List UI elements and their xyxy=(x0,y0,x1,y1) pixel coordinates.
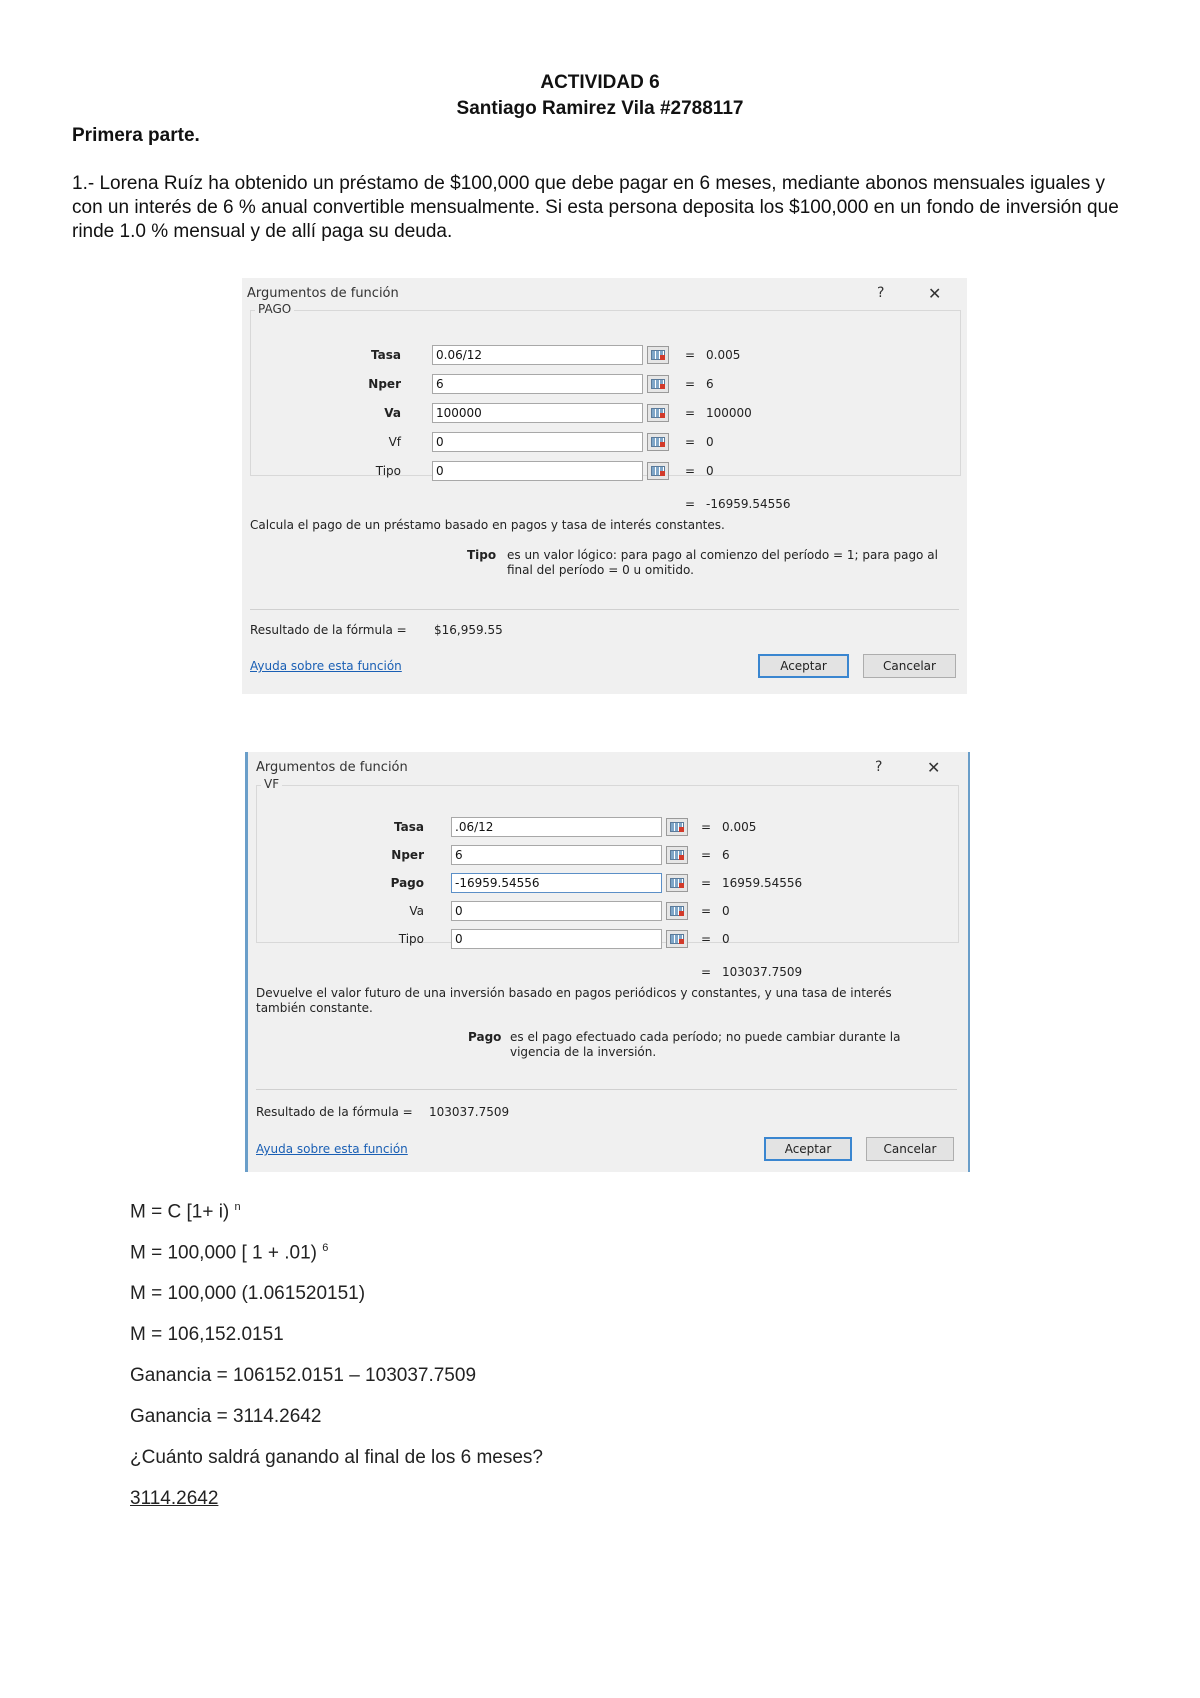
range-select-icon[interactable] xyxy=(666,846,688,864)
arg-label-nper: Nper xyxy=(368,377,401,391)
dialog-title: Argumentos de función xyxy=(247,286,399,301)
arg-result-nper: 6 xyxy=(722,848,730,862)
arg-help-name: Tipo xyxy=(467,548,497,562)
function-arguments-dialog-pago xyxy=(242,278,967,694)
equals-sign: = xyxy=(685,348,696,362)
function-total-result: -16959.54556 xyxy=(706,497,791,511)
arg-input-nper[interactable]: 6 xyxy=(432,374,643,394)
equals-sign: = xyxy=(701,820,712,834)
gain-result: Ganancia = 3114.2642 xyxy=(130,1406,322,1427)
arg-input-vf[interactable]: 0 xyxy=(432,432,643,452)
equals-sign: = xyxy=(701,965,712,979)
divider xyxy=(250,609,959,610)
equals-sign: = xyxy=(701,904,712,918)
arg-result-tasa: 0.005 xyxy=(706,348,741,362)
arg-result-vf: 0 xyxy=(706,435,714,449)
section-heading: Primera parte. xyxy=(72,125,200,146)
problem-text: 1.- Lorena Ruíz ha obtenido un préstamo de $100,000 que debe pagar en 6 meses, mediante abonos mensuales iguales y con un interés de 6 % anual convertible mensualmente. Si esta persona deposita los $100,000 en un fondo de inversión que rinde 1.0 % mensual y de allí paga su deuda. xyxy=(72,173,1119,242)
range-select-icon[interactable] xyxy=(647,375,669,393)
ok-button[interactable]: Aceptar xyxy=(764,1137,852,1161)
arg-result-nper: 6 xyxy=(706,377,714,391)
arg-help-text: es un valor lógico: para pago al comienzo del período = 1; para pago al final del período = 0 u omitido. xyxy=(507,548,938,577)
arg-input-tasa[interactable]: .06/12 xyxy=(451,817,662,837)
gain-calculation: Ganancia = 106152.0151 – 103037.7509 xyxy=(130,1365,477,1386)
formula-line xyxy=(130,1242,328,1264)
dialog-title: Argumentos de función xyxy=(256,760,408,775)
equals-sign: = xyxy=(685,377,696,391)
arg-label-tipo: Tipo xyxy=(398,932,424,946)
arg-label-tasa: Tasa xyxy=(371,348,401,362)
arg-result-va: 0 xyxy=(722,904,730,918)
equals-sign: = xyxy=(685,406,696,420)
help-link[interactable]: Ayuda sobre esta función xyxy=(256,1142,408,1156)
answer-text: 3114.2642 xyxy=(130,1488,219,1509)
close-icon[interactable]: ✕ xyxy=(927,758,941,777)
formula-line xyxy=(130,1201,241,1223)
arg-result-tipo: 0 xyxy=(706,464,714,478)
arg-input-tipo[interactable]: 0 xyxy=(432,461,643,481)
arg-result-tasa: 0.005 xyxy=(722,820,757,834)
arg-label-tipo: Tipo xyxy=(375,464,401,478)
divider xyxy=(256,1089,957,1090)
equals-sign: = xyxy=(701,848,712,862)
close-icon[interactable]: ✕ xyxy=(928,284,942,303)
arg-input-va[interactable]: 100000 xyxy=(432,403,643,423)
arg-input-pago[interactable]: -16959.54556 xyxy=(451,873,662,893)
equals-sign: = xyxy=(685,497,696,511)
formula-line: M = 106,152.0151 xyxy=(130,1324,284,1345)
cancel-button[interactable]: Cancelar xyxy=(863,654,956,678)
range-select-icon[interactable] xyxy=(647,433,669,451)
arg-label-tasa: Tasa xyxy=(394,820,424,834)
arg-input-va[interactable]: 0 xyxy=(451,901,662,921)
function-description: Devuelve el valor futuro de una inversión basado en pagos periódicos y constantes, y una tasa de interés también constante. xyxy=(256,986,892,1015)
arg-input-nper[interactable]: 6 xyxy=(451,845,662,865)
range-select-icon[interactable] xyxy=(647,462,669,480)
arg-help-name: Pago xyxy=(468,1030,502,1044)
arg-input-tipo[interactable]: 0 xyxy=(451,929,662,949)
function-arguments-dialog-vf xyxy=(245,752,970,1172)
formula-exponent: n xyxy=(234,1201,241,1213)
cancel-button[interactable]: Cancelar xyxy=(866,1137,954,1161)
equals-sign: = xyxy=(685,464,696,478)
function-name-label: VF xyxy=(261,777,282,791)
range-select-icon[interactable] xyxy=(666,874,688,892)
formula-result-value: 103037.7509 xyxy=(429,1105,510,1119)
equals-sign: = xyxy=(685,435,696,449)
arg-label-va: Va xyxy=(384,406,401,420)
arg-label-nper: Nper xyxy=(391,848,424,862)
arg-label-pago: Pago xyxy=(390,876,424,890)
document-title: ACTIVIDAD 6 xyxy=(540,72,660,93)
function-name-label: PAGO xyxy=(255,302,294,316)
question-text: ¿Cuánto saldrá ganando al final de los 6 meses? xyxy=(130,1447,543,1468)
equals-sign: = xyxy=(701,932,712,946)
arg-input-tasa[interactable]: 0.06/12 xyxy=(432,345,643,365)
arg-result-pago: 16959.54556 xyxy=(722,876,803,890)
function-total-result: 103037.7509 xyxy=(722,965,803,979)
formula-text: M = C [1+ i) xyxy=(130,1201,230,1223)
equals-sign: = xyxy=(701,876,712,890)
function-description: Calcula el pago de un préstamo basado en pagos y tasa de interés constantes. xyxy=(250,518,725,532)
formula-result-value: $16,959.55 xyxy=(434,623,503,637)
range-select-icon[interactable] xyxy=(666,902,688,920)
ok-button[interactable]: Aceptar xyxy=(758,654,849,678)
range-select-icon[interactable] xyxy=(647,346,669,364)
arg-label-va: Va xyxy=(409,904,424,918)
arg-result-tipo: 0 xyxy=(722,932,730,946)
arg-help-text: es el pago efectuado cada período; no puede cambiar durante la vigencia de la inversión. xyxy=(510,1030,901,1059)
formula-exponent: 6 xyxy=(322,1242,329,1254)
help-icon[interactable]: ? xyxy=(875,759,883,775)
formula-result-label: Resultado de la fórmula = xyxy=(256,1105,413,1119)
formula-line: M = 100,000 (1.061520151) xyxy=(130,1283,366,1304)
formula-result-label: Resultado de la fórmula = xyxy=(250,623,407,637)
range-select-icon[interactable] xyxy=(647,404,669,422)
formula-text: M = 100,000 [ 1 + .01) xyxy=(130,1242,317,1264)
help-link[interactable]: Ayuda sobre esta función xyxy=(250,659,402,673)
author-line: Santiago Ramirez Vila #2788117 xyxy=(456,98,744,119)
range-select-icon[interactable] xyxy=(666,930,688,948)
range-select-icon[interactable] xyxy=(666,818,688,836)
help-icon[interactable]: ? xyxy=(877,285,885,301)
arg-label-vf: Vf xyxy=(388,435,401,449)
arg-result-va: 100000 xyxy=(706,406,752,420)
